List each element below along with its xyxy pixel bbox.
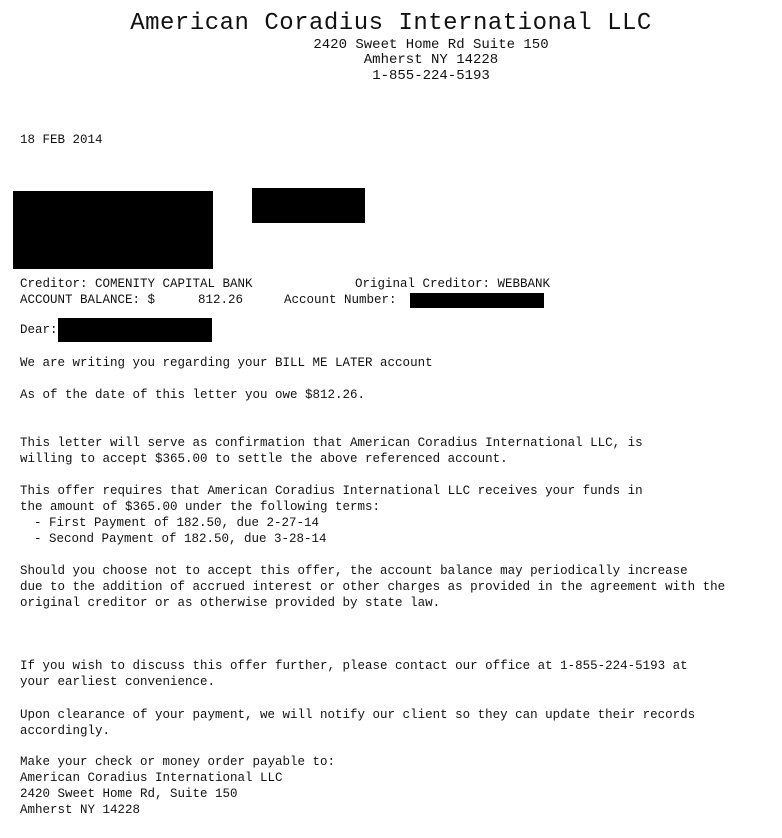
- redaction-block: [410, 293, 544, 308]
- company-name: American Coradius International LLC: [130, 10, 652, 37]
- body-paragraph: due to the addition of accrued interest or other charges as provided in the agreement with the: [20, 580, 726, 594]
- payment-term: - Second Payment of 182.50, due 3-28-14: [34, 532, 327, 546]
- company-phone: 1-855-224-5193: [372, 68, 490, 84]
- company-address: 2420 Sweet Home Rd Suite 150: [313, 37, 549, 53]
- salutation: Dear:: [20, 323, 58, 337]
- payment-term: - First Payment of 182.50, due 2-27-14: [34, 516, 320, 530]
- body-paragraph: accordingly.: [20, 724, 111, 738]
- redaction-block: [252, 188, 365, 223]
- body-paragraph: willing to accept $365.00 to settle the above referenced account.: [20, 452, 508, 466]
- body-paragraph: If you wish to discuss this offer further, please contact our office at 1-855-224-5193 at: [20, 659, 688, 673]
- payable-to-line: American Coradius International LLC: [20, 771, 283, 785]
- body-paragraph: original creditor or as otherwise provided by state law.: [20, 596, 441, 610]
- body-paragraph: Upon clearance of your payment, we will notify our client so they can update their records: [20, 708, 696, 722]
- body-paragraph: your earliest convenience.: [20, 675, 216, 689]
- redaction-block: [58, 318, 212, 342]
- body-paragraph: We are writing you regarding your BILL ME LATER account: [20, 356, 433, 370]
- payable-to-line: Make your check or money order payable to:: [20, 755, 336, 769]
- company-city: Amherst NY 14228: [363, 52, 499, 68]
- account-balance-value: 812.26: [198, 293, 244, 307]
- creditor-line: Creditor: COMENITY CAPITAL BANK: [20, 277, 253, 291]
- letter-date: 18 FEB 2014: [20, 133, 103, 147]
- body-paragraph: Should you choose not to accept this offer, the account balance may periodically increase: [20, 564, 688, 578]
- body-paragraph: This offer requires that American Coradius International LLC receives your funds in: [20, 484, 643, 498]
- body-paragraph: This letter will serve as confirmation that American Coradius International LLC, is: [20, 436, 643, 450]
- account-balance-label: ACCOUNT BALANCE: $: [20, 293, 156, 307]
- payable-to-line: 2420 Sweet Home Rd, Suite 150: [20, 787, 238, 801]
- body-paragraph: the amount of $365.00 under the following terms:: [20, 500, 381, 514]
- body-paragraph: As of the date of this letter you owe $812.26.: [20, 388, 366, 402]
- payable-to-line: Amherst NY 14228: [20, 803, 141, 817]
- original-creditor-line: Original Creditor: WEBBANK: [355, 277, 551, 291]
- account-number-label: Account Number:: [284, 293, 397, 307]
- redaction-block: [13, 191, 213, 269]
